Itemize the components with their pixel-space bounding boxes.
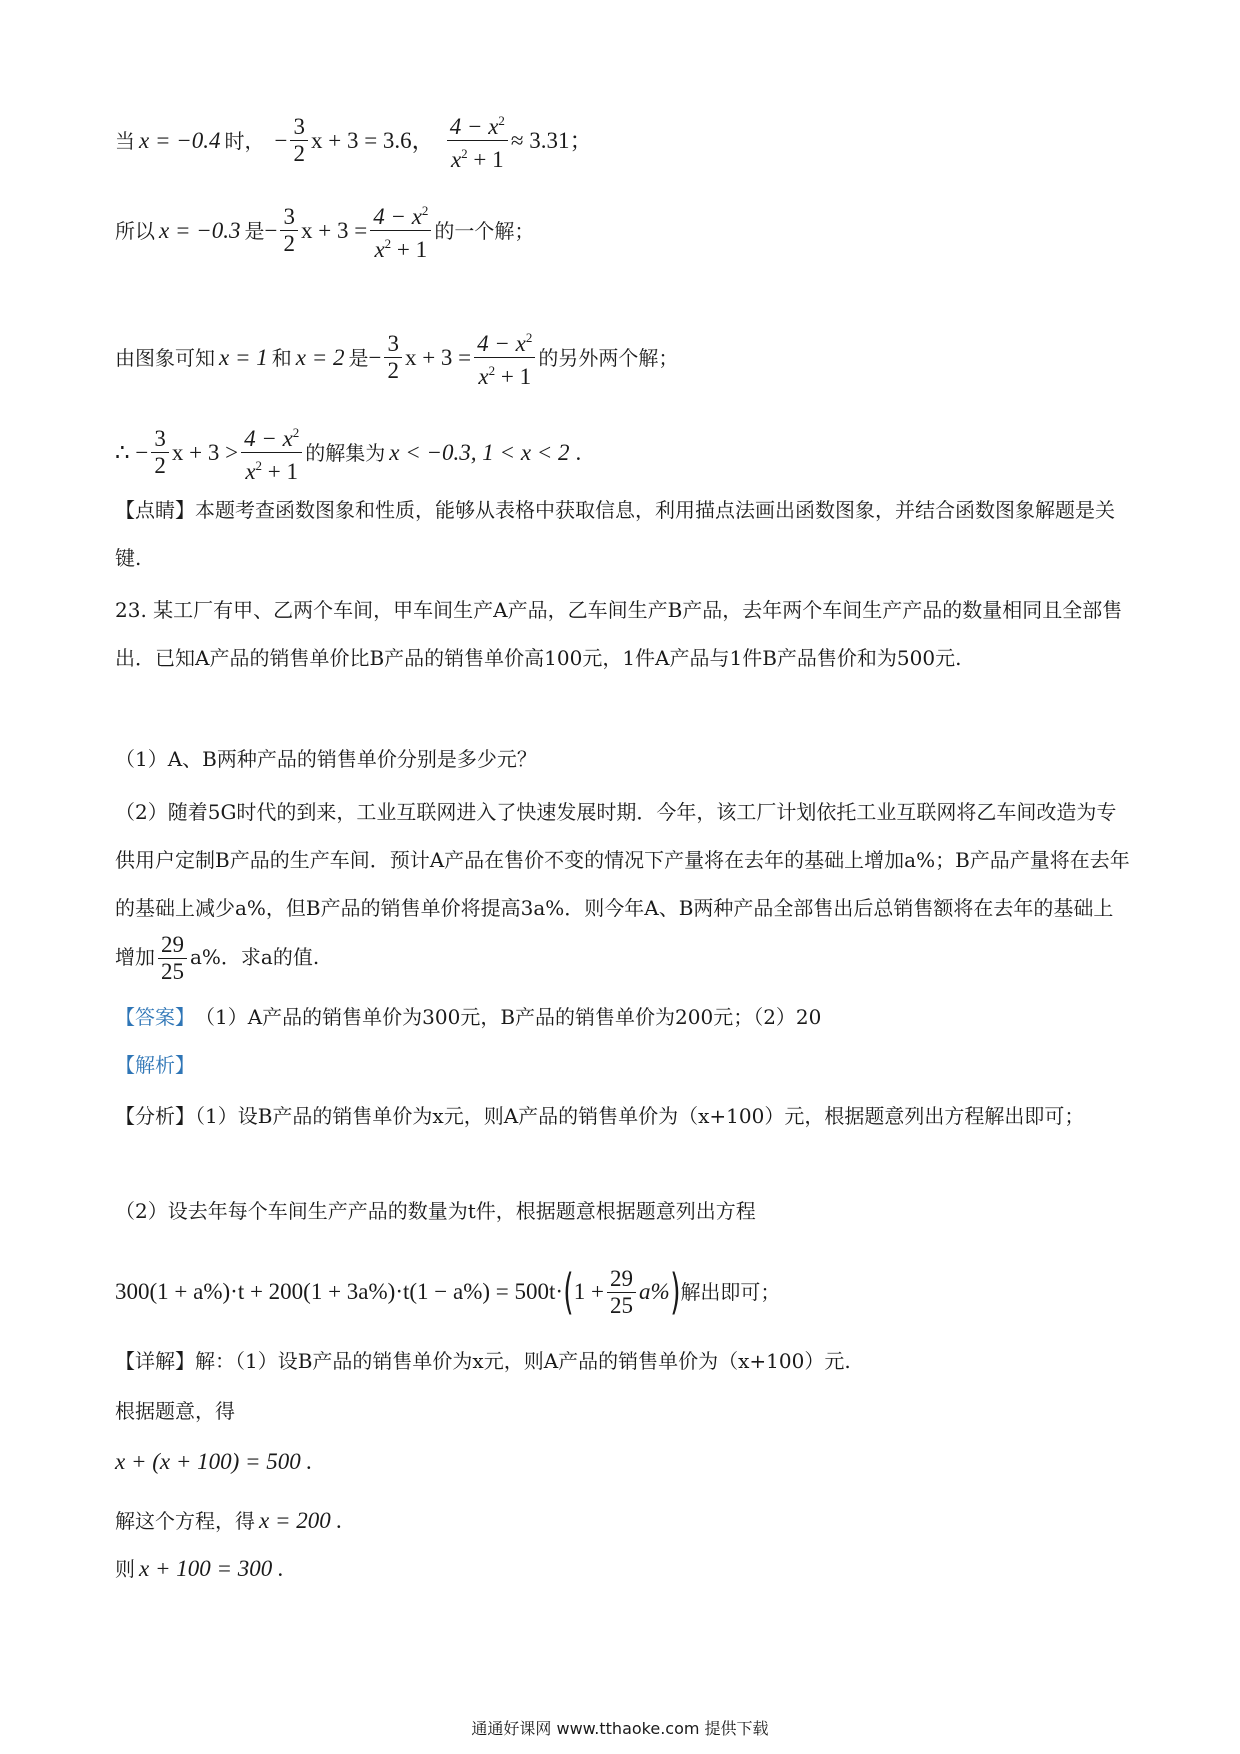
text: 和 xyxy=(271,345,292,370)
equation-1 xyxy=(115,1447,1130,1477)
text: 则 xyxy=(115,1557,135,1581)
question-23-part-1: （1）A、B两种产品的销售单价分别是多少元？ xyxy=(115,747,537,771)
fraction: $\frac{4 - x^2}{x^2 + 1}$ xyxy=(474,325,535,390)
math: a% xyxy=(639,1279,670,1304)
fraction: $\frac{4 - x^2}{x^2 + 1}$ xyxy=(370,198,431,263)
fraction: $\frac{3}{2}$ xyxy=(384,331,402,384)
dianjing-paragraph: 【点睛】本题考查函数图象和性质，能够从表格中获取信息，利用描点法画出函数图象，并结合函数图象解题是关键. xyxy=(115,498,1115,570)
xiangjie-line: 【详解】解：（1）设B产品的销售单价为x元，则A产品的销售单价为（x+100）元. xyxy=(115,1349,851,1373)
solution-line-4 xyxy=(115,420,1130,485)
math: x + 3 = 3.6， xyxy=(310,127,435,153)
answer-tag: 【答案】 xyxy=(115,1005,195,1029)
right-paren: ) xyxy=(669,1264,681,1320)
math: x + 3 > xyxy=(171,439,239,465)
math: ≈ 3.31； xyxy=(510,127,593,153)
jiexi-tag: 【解析】 xyxy=(115,1053,195,1077)
math: x + 100 = 300 . xyxy=(139,1556,284,1581)
text: 解出即可； xyxy=(680,1280,781,1304)
text: 的解集为 xyxy=(305,440,386,465)
text: 当 xyxy=(115,128,135,153)
solution-line-1 xyxy=(115,108,1130,173)
equation-line xyxy=(115,1262,1130,1322)
text: 的一个解； xyxy=(434,218,535,243)
text: 是 xyxy=(244,218,265,243)
text: 解这个方程，得 xyxy=(115,1509,255,1533)
fraction: $\frac{29}{25}$ xyxy=(607,1266,636,1319)
math: x = 200 . xyxy=(259,1508,343,1533)
math: x < −0.3, 1 < x < 2 xyxy=(389,439,570,465)
left-paren: ( xyxy=(563,1264,574,1320)
fraction: $\frac{3}{2}$ xyxy=(151,426,169,479)
fenxi-paragraph: 【分析】（1）设B产品的销售单价为x元，则A产品的销售单价为（x+100）元，根据题意列出方程解出即可； xyxy=(115,1104,1085,1128)
math: 300(1 + a%)·t + 200(1 + 3a%)·t(1 − a%) = 500t· xyxy=(115,1279,564,1304)
text: （2）随着5G时代的到来，工业互联网进入了快速发展时期．今年，该工厂计划依托工业互联网将乙车间改造为专供用户定制B产品的生产车间．预计A产品在售价不变的情况下产量将在去年的基础上增加a%；B产品产量将在去年的基础上减少a%，但B产品的销售单价将提高3a%．则今年A、B两种产品全部售出后总销售额将在去年的基础上增加 xyxy=(115,800,1130,969)
math: − xyxy=(264,217,278,243)
math: x = 2 xyxy=(295,344,345,370)
answer-line xyxy=(115,1002,1130,1032)
math: x + 3 = xyxy=(300,217,368,243)
solution-line-2 xyxy=(115,198,1130,263)
math: x = −0.3 xyxy=(159,217,241,243)
fraction: $\frac{4 - x^2}{x^2 + 1}$ xyxy=(447,108,508,173)
jiexi-line xyxy=(115,1050,1130,1080)
text: 由图象可知 xyxy=(115,345,215,370)
solution-line-3 xyxy=(115,325,1130,390)
question-23-part-2 xyxy=(115,788,1130,985)
math: − xyxy=(274,127,288,153)
math: − xyxy=(368,344,382,370)
math: x + (x + 100) = 500 . xyxy=(115,1449,313,1474)
text: a%．求a的值. xyxy=(190,945,320,969)
solve-line xyxy=(115,1506,1130,1536)
genju-line: 根据题意，得 xyxy=(115,1399,235,1423)
math: x + 3 = xyxy=(404,344,472,370)
math: 1 + xyxy=(573,1279,605,1304)
answer-text: （1）A产品的销售单价为300元，B产品的销售单价为200元；（2）20 xyxy=(195,1005,822,1029)
text: 的另外两个解； xyxy=(538,345,679,370)
math: ∴ − xyxy=(115,439,149,465)
fraction: $\frac{3}{2}$ xyxy=(290,114,308,167)
math: . xyxy=(575,439,582,465)
text: 时， xyxy=(224,128,265,153)
fraction: $\frac{29}{25}$ xyxy=(158,932,187,985)
question-23: 23. 某工厂有甲、乙两个车间，甲车间生产A产品，乙车间生产B产品，去年两个车间生产产品的数量相同且全部售出．已知A产品的销售单价比B产品的销售单价高100元，1件A产品与1件B产品售价和为500元. xyxy=(115,598,1123,670)
math: x = 1 xyxy=(219,344,268,370)
footer-watermark: 通通好课网 www.tthaoke.com 提供下载 xyxy=(471,1719,769,1738)
text: 所以 xyxy=(115,218,155,243)
fraction: $\frac{4 - x^2}{x^2 + 1}$ xyxy=(241,420,302,485)
math: x = −0.4 xyxy=(139,127,221,153)
text: 是 xyxy=(348,345,369,370)
then-line xyxy=(115,1554,1130,1584)
fenxi-part-2: （2）设去年每个车间生产产品的数量为t件，根据题意根据题意列出方程 xyxy=(115,1199,756,1223)
fraction: $\frac{3}{2}$ xyxy=(280,204,298,257)
